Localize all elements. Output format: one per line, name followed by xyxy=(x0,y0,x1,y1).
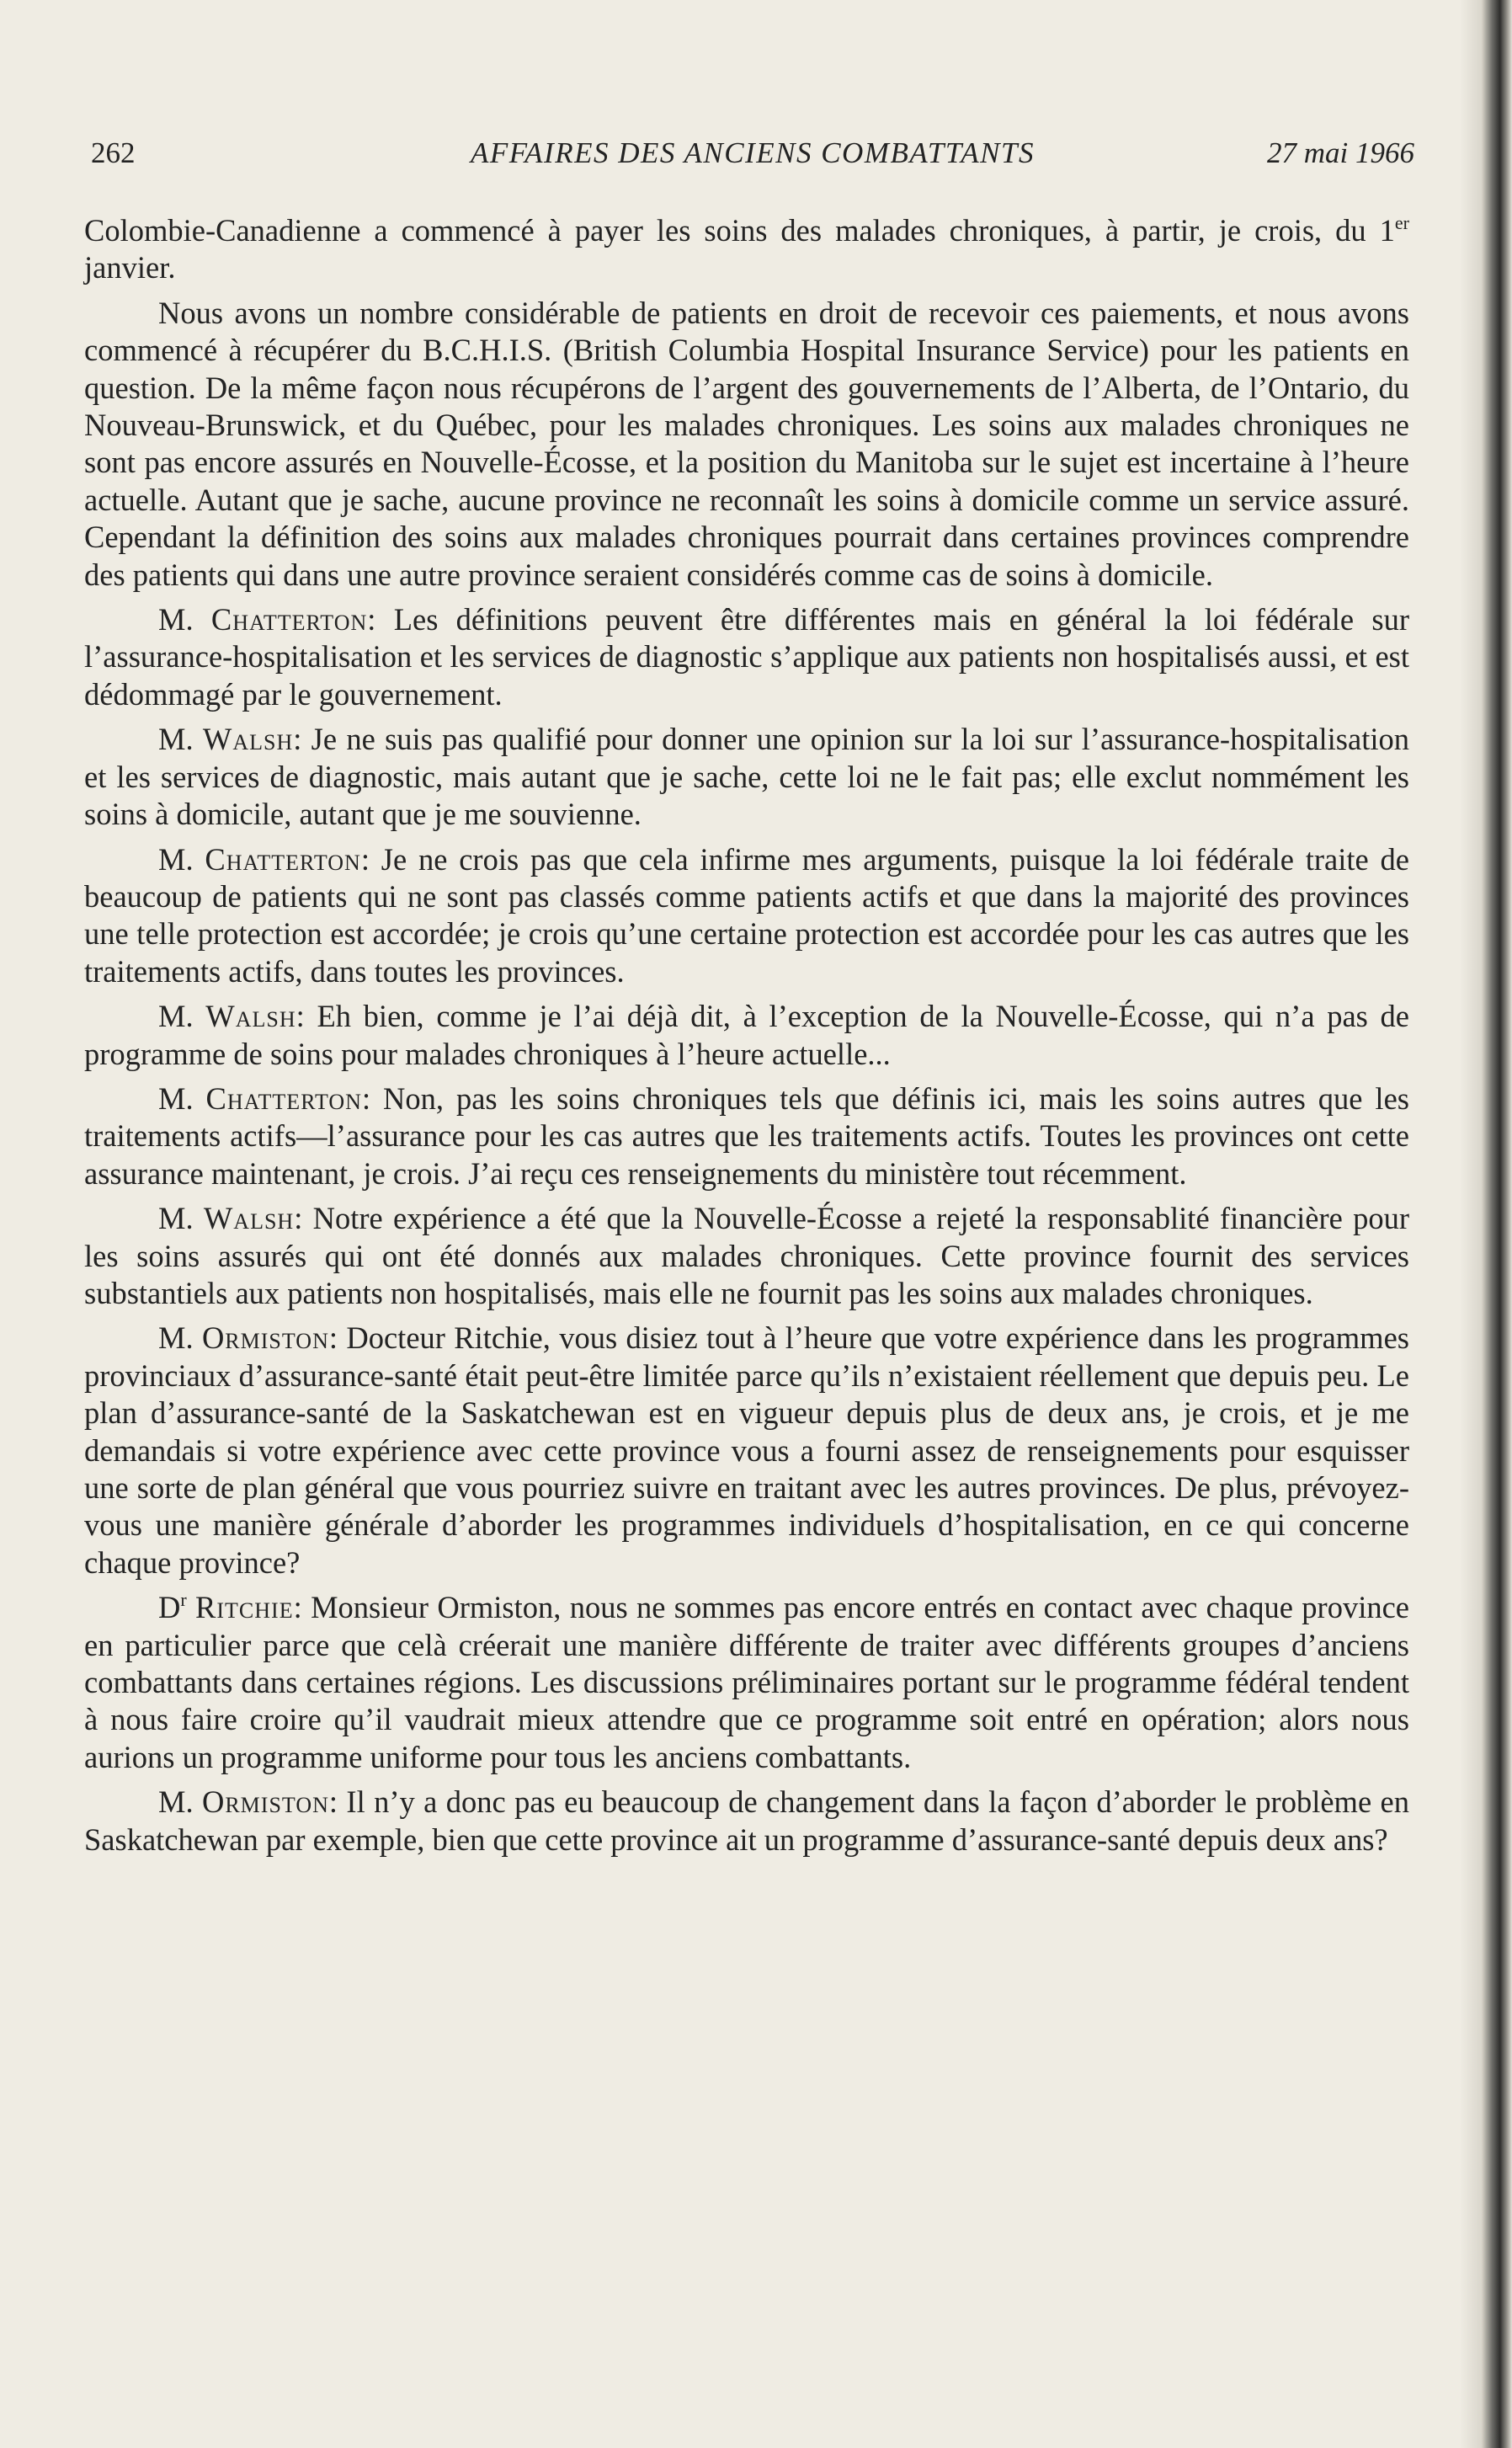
body-text xyxy=(84,212,1409,1866)
speaker-name: Chatterton xyxy=(205,841,361,877)
speaker-name: Chatterton xyxy=(210,602,368,637)
ordinal-superscript: er xyxy=(1394,212,1409,233)
speaker-title: M. xyxy=(158,602,211,637)
speaker-title: M. xyxy=(158,841,205,877)
speaker-name: Ritchie xyxy=(195,1590,294,1625)
paragraph-text: : Les définitions peuvent être différentes mais en général la loi fédérale sur l’assurance-hospitalisation et les services de diagnostic s’applique aux patients non hospitalisés aussi, et est dédommagé par le gouvernement. xyxy=(84,602,1409,712)
speaker-paragraph xyxy=(84,721,1409,833)
paragraph-text: Nous avons un nombre considérable de patients en droit de recevoir ces paiements, et nous avons commencé à récupérer du B.C.H.I.S. (British Columbia Hospital Insurance Service) pour les patients en question. De la même façon nous récupérons de l’argent des gouvernements de l’Alberta, de l’Ontario, du Nouveau-Brunswick, et du Québec, pour les malades chroniques. Les soins aux malades chroniques ne sont pas encore assurés en Nouvelle-Écosse, et la position du Manitoba sur le sujet est incertaine à l’heure actuelle. Autant que je sache, aucune province ne reconnaît les soins à domicile comme un service assuré. Cependant la définition des soins aux malades chroniques pourrait dans certaines provinces comprendre des patients qui dans une autre province seraient considérés comme cas de soins à domicile. xyxy=(84,295,1409,592)
speaker-title: M. xyxy=(158,1320,202,1356)
speaker-name: Chatterton xyxy=(205,1080,362,1116)
page-binding-edge xyxy=(1482,0,1512,2448)
paragraph-text: : Non, pas les soins chroniques tels que définis ici, mais les soins autres que les traitements actifs—l’assurance pour les cas autres que les traitements actifs. Toutes les provinces ont cette assurance maintenant, je crois. J’ai reçu ces renseignements du ministère tout récemment. xyxy=(84,1080,1409,1191)
running-title: AFFAIRES DES ANCIENS COMBATTANTS xyxy=(471,136,1035,169)
speaker-paragraph xyxy=(84,1784,1409,1859)
page-number: 262 xyxy=(91,136,136,169)
speaker-title: M. xyxy=(158,1784,202,1820)
speaker-title: D xyxy=(158,1590,181,1625)
title-superscript: r xyxy=(180,1589,187,1611)
speaker-paragraph xyxy=(84,841,1409,991)
speaker-name: Ormiston xyxy=(201,1784,329,1820)
paragraph xyxy=(84,295,1409,594)
speaker-paragraph xyxy=(84,1080,1409,1192)
paragraph-text: : Je ne suis pas qualifié pour donner une opinion sur la loi sur l’assurance-hospitalisation et les services de diagnostic, mais autant que je sache, cette loi ne le fait pas; elle exclut nommément les soins à domicile, autant que je me souvienne. xyxy=(84,722,1409,832)
speaker-paragraph xyxy=(84,1320,1409,1581)
speaker-paragraph xyxy=(84,1200,1409,1312)
page-gutter-shade xyxy=(1460,0,1482,2448)
paragraph-text: : Il n’y a donc pas eu beaucoup de changement dans la façon d’aborder le problème en Saskatchewan par exemple, bien que cette province ait un programme d’assurance-santé depuis deux ans? xyxy=(84,1784,1409,1857)
paragraph-text: : Docteur Ritchie, vous disiez tout à l’heure que votre expérience dans les programmes provinciaux d’assurance-santé était peut-être limitée parce qu’ils n’existaient réellement que depuis peu. Le plan d’assurance-santé de la Saskatchewan est en vigueur depuis plus de deux ans, je crois, et je me demandais si votre expérience avec cette province vous a fourni assez de renseignements pour esquisser une sorte de plan général que vous pourriez suivre en traitant avec les autres provinces. De plus, prévoyez-vous une manière générale d’aborder les programmes individuels d’hospitalisation, en ce qui concerne chaque province? xyxy=(84,1320,1409,1580)
paragraph-continuation xyxy=(84,212,1409,287)
speaker-paragraph xyxy=(84,601,1409,713)
speaker-title: M. xyxy=(158,1080,206,1116)
header-date: 27 mai 1966 xyxy=(1267,136,1414,169)
paragraph-text-after: janvier. xyxy=(84,250,176,285)
speaker-title: M. xyxy=(158,1201,204,1236)
page-header xyxy=(91,136,1414,179)
speaker-name: Walsh xyxy=(202,722,294,757)
paragraph-text: : Monsieur Ormiston, nous ne sommes pas encore entrés en contact avec chaque province en particulier parce que celà créerait une manière différente de traiter avec différents groupes d’anciens combattants dans certaines régions. Les discussions préliminaires portant sur le programme fédéral tendent à nous faire croire qu’il vaudrait mieux attendre que ce programme soit entré en opération; alors nous aurions un programme uniforme pour tous les anciens combattants. xyxy=(84,1590,1410,1774)
speaker-name: Walsh xyxy=(203,1201,295,1236)
speaker-paragraph xyxy=(84,998,1409,1073)
paragraph-text: : Notre expérience a été que la Nouvelle-Écosse a rejeté la responsablité financière pour les soins assurés qui ont été donnés aux malades chroniques. Cette province fournit des services substantiels aux patients non hospitalisés, mais elle ne fournit pas les soins aux malades chroniques. xyxy=(84,1201,1409,1310)
paragraph-text: Colombie-Canadienne a commencé à payer les soins des malades chroniques, à partir, je crois, du 1 xyxy=(84,213,1395,248)
paragraph-text: : Je ne crois pas que cela infirme mes arguments, puisque la loi fédérale traite de beaucoup de patients qui ne sont pas classés comme patients actifs et que dans la majorité des provinces une telle protection est accordée; je crois qu’une certaine protection est accordée pour les cas autres que les traitements actifs, dans toutes les provinces. xyxy=(84,841,1409,989)
speaker-title: M. xyxy=(158,999,206,1034)
paragraph-text: : Eh bien, comme je l’ai déjà dit, à l’exception de la Nouvelle-Écosse, qui n’a pas de programme de soins pour malades chroniques à l’heure actuelle... xyxy=(84,999,1409,1071)
speaker-title: M. xyxy=(158,722,203,757)
speaker-name: Walsh xyxy=(205,999,296,1034)
speaker-paragraph xyxy=(84,1589,1409,1776)
speaker-name: Ormiston xyxy=(201,1320,329,1356)
